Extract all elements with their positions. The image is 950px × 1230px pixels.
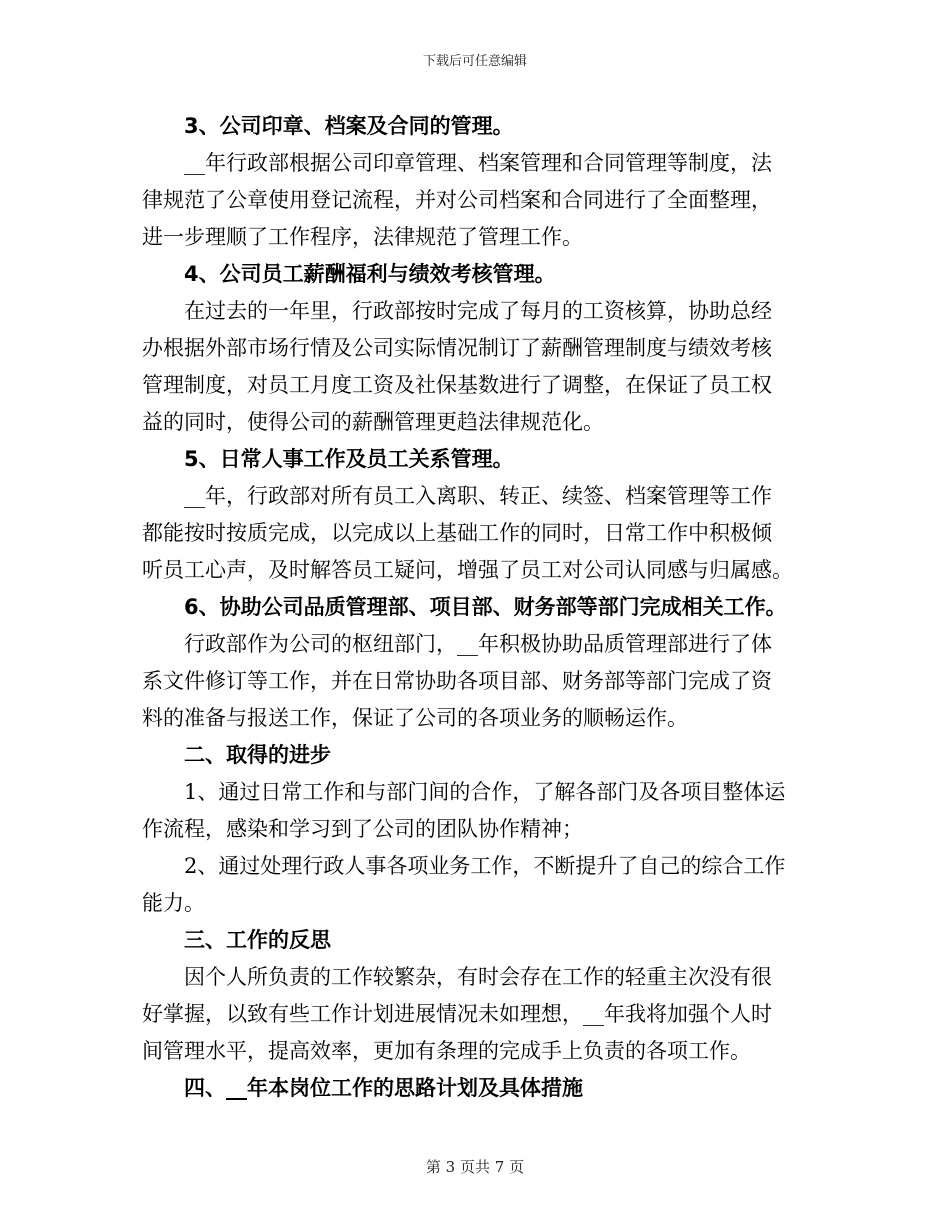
- paragraph-line: 管理制度，对员工月度工资及社保基数进行了调整，在保证了员工权: [142, 373, 772, 397]
- section-heading: 5、日常人事工作及员工关系管理。: [184, 447, 514, 471]
- paragraph-line: 因个人所负责的工作较繁杂，有时会存在工作的轻重主次没有很: [184, 965, 772, 989]
- paragraph-line: __年，行政部对所有员工入离职、转正、续签、档案管理等工作: [184, 484, 772, 508]
- paragraph-line: 系文件修订等工作，并在日常协助各项目部、财务部等部门完成了资: [142, 669, 772, 693]
- paragraph-line: 进一步理顺了工作程序，法律规范了管理工作。: [142, 225, 583, 249]
- paragraph-line: 料的准备与报送工作，保证了公司的各项业务的顺畅运作。: [142, 706, 688, 730]
- paragraph-line: 办根据外部市场行情及公司实际情况制订了薪酬管理制度与绩效考核: [142, 336, 772, 360]
- section-heading: 二、取得的进步: [184, 743, 331, 767]
- paragraph-line: 间管理水平，提高效率，更加有条理的完成手上负责的各项工作。: [142, 1039, 751, 1063]
- paragraph-line: 益的同时，使得公司的薪酬管理更趋法律规范化。: [142, 410, 604, 434]
- section-heading: 6、协助公司品质管理部、项目部、财务部等部门完成相关工作。: [184, 595, 787, 619]
- paragraph-line: 律规范了公章使用登记流程，并对公司档案和合同进行了全面整理，: [142, 188, 772, 212]
- paragraph-line: 行政部作为公司的枢纽部门，__年积极协助品质管理部进行了体: [184, 632, 772, 656]
- paragraph-line: 好掌握，以致有些工作计划进展情况未如理想，__年我将加强个人时: [142, 1002, 772, 1026]
- page-footer: 第 3 页共 7 页: [425, 1158, 525, 1176]
- paragraph-line: 听员工心声，及时解答员工疑问，增强了员工对公司认同感与归属感。: [142, 558, 793, 582]
- section-heading: 3、公司印章、档案及合同的管理。: [184, 114, 514, 138]
- section-heading: 4、公司员工薪酬福利与绩效考核管理。: [184, 262, 556, 286]
- paragraph-line: 能力。: [142, 891, 205, 915]
- page-header: 下载后可任意编辑: [422, 54, 527, 69]
- paragraph-line: 都能按时按质完成，以完成以上基础工作的同时，日常工作中积极倾: [142, 521, 772, 545]
- section-heading: 四、__年本岗位工作的思路计划及具体措施: [184, 1076, 583, 1100]
- section-heading: 三、工作的反思: [184, 928, 331, 952]
- paragraph-line: 1、通过日常工作和与部门间的合作，了解各部门及各项目整体运: [184, 780, 786, 804]
- paragraph-line: 2、通过处理行政人事各项业务工作，不断提升了自己的综合工作: [184, 854, 786, 878]
- document-body: [142, 108, 817, 1107]
- paragraph-line: __年行政部根据公司印章管理、档案管理和合同管理等制度，法: [184, 151, 772, 175]
- paragraph-line: 在过去的一年里，行政部按时完成了每月的工资核算，协助总经: [184, 299, 772, 323]
- paragraph-line: 作流程，感染和学习到了公司的团队协作精神；: [142, 817, 583, 841]
